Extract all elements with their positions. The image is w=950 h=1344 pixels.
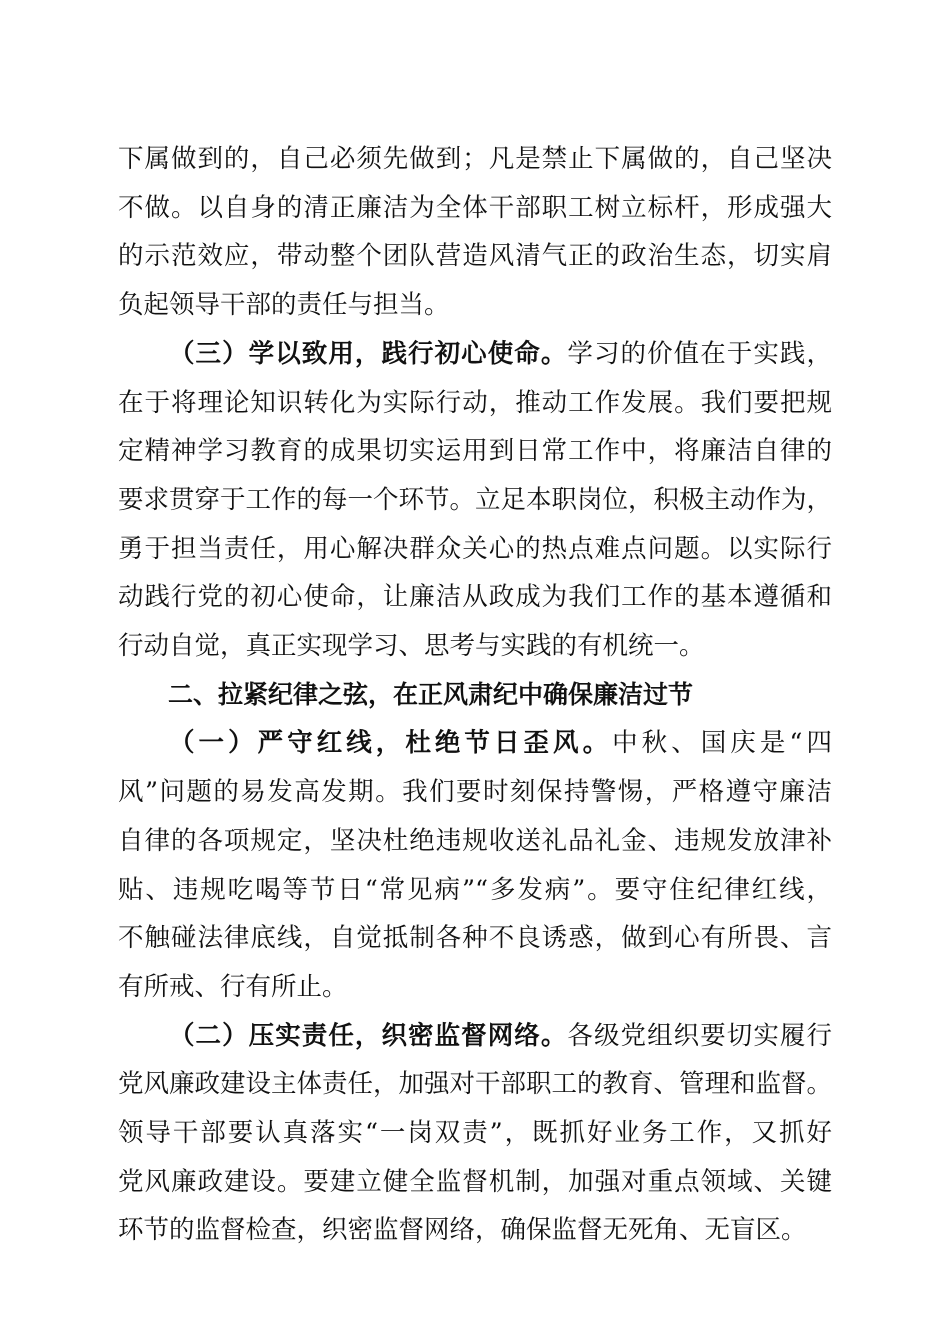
document-page <box>118 135 832 1255</box>
text-line-first <box>118 1012 832 1061</box>
text-line: 下属做到的，自己必须先做到；凡是禁止下属做的，自己坚决 <box>118 144 832 174</box>
text-run: 学习的价值在于实践， <box>567 338 832 369</box>
text-line: 贴、违规吃喝等节日“常见病”“多发病”。要守住纪律红线， <box>118 874 832 905</box>
text-line: 动践行党的初心使命，让廉洁从政成为我们工作的基本遵循和 <box>118 582 832 613</box>
paragraph-lead: （三）学以致用，践行初心使命。 <box>169 338 568 369</box>
section-heading: 二、拉紧纪律之弦，在正风肃纪中确保廉洁过节 <box>168 679 694 709</box>
text-line: 勇于担当责任，用心解决群众关心的热点难点问题。以实际行 <box>118 533 832 564</box>
text-line: 环节的监督检查，织密监督网络，确保监督无死角、无盲区。 <box>118 1215 807 1246</box>
text-run: 各级党组织要切实履行 <box>567 1020 832 1051</box>
text-line: 有所戒、行有所止。 <box>118 971 348 1002</box>
paragraph-section-3 <box>118 330 832 671</box>
text-line-first <box>118 330 832 379</box>
text-line: 党风廉政建设。要建立健全监督机制，加强对重点领域、关键 <box>118 1166 832 1197</box>
text-line: 定精神学习教育的成果切实运用到日常工作中，将廉洁自律的 <box>118 436 832 467</box>
paragraph-section-2-1 <box>118 719 832 1011</box>
text-line: 领导干部要认真落实“一岗双责”，既抓好业务工作，又抓好 <box>118 1118 832 1149</box>
text-line: 不做。以自身的清正廉洁为全体干部职工树立标杆，形成强大 <box>118 192 832 223</box>
text-line-first <box>118 719 832 768</box>
text-line: 在于将理论知识转化为实际行动，推动工作发展。我们要把规 <box>118 387 832 418</box>
text-line: 行动自觉，真正实现学习、思考与实践的有机统一。 <box>118 631 705 662</box>
text-line: 不触碰法律底线，自觉抵制各种不良诱惑，做到心有所畏、言 <box>118 923 832 954</box>
text-line: 党风廉政建设主体责任，加强对干部职工的教育、管理和监督。 <box>118 1069 833 1100</box>
paragraph-lead: （二）压实责任，织密监督网络。 <box>169 1020 568 1051</box>
text-run: 中秋、国庆是“四 <box>612 728 832 759</box>
paragraph-section-2-2 <box>118 1012 832 1256</box>
paragraph-continuation <box>118 135 832 330</box>
text-line: 要求贯穿于工作的每一个环节。立足本职岗位，积极主动作为， <box>118 484 833 515</box>
text-line: 风”问题的易发高发期。我们要时刻保持警惕，严格遵守廉洁 <box>118 777 832 808</box>
paragraph-lead: （一）严守红线，杜绝节日歪风。 <box>169 728 613 759</box>
text-line: 的示范效应，带动整个团队营造风清气正的政治生态，切实肩 <box>118 241 832 272</box>
text-line: 自律的各项规定，坚决杜绝违规收送礼品礼金、违规发放津补 <box>118 825 832 856</box>
text-line: 负起领导干部的责任与担当。 <box>118 290 450 321</box>
